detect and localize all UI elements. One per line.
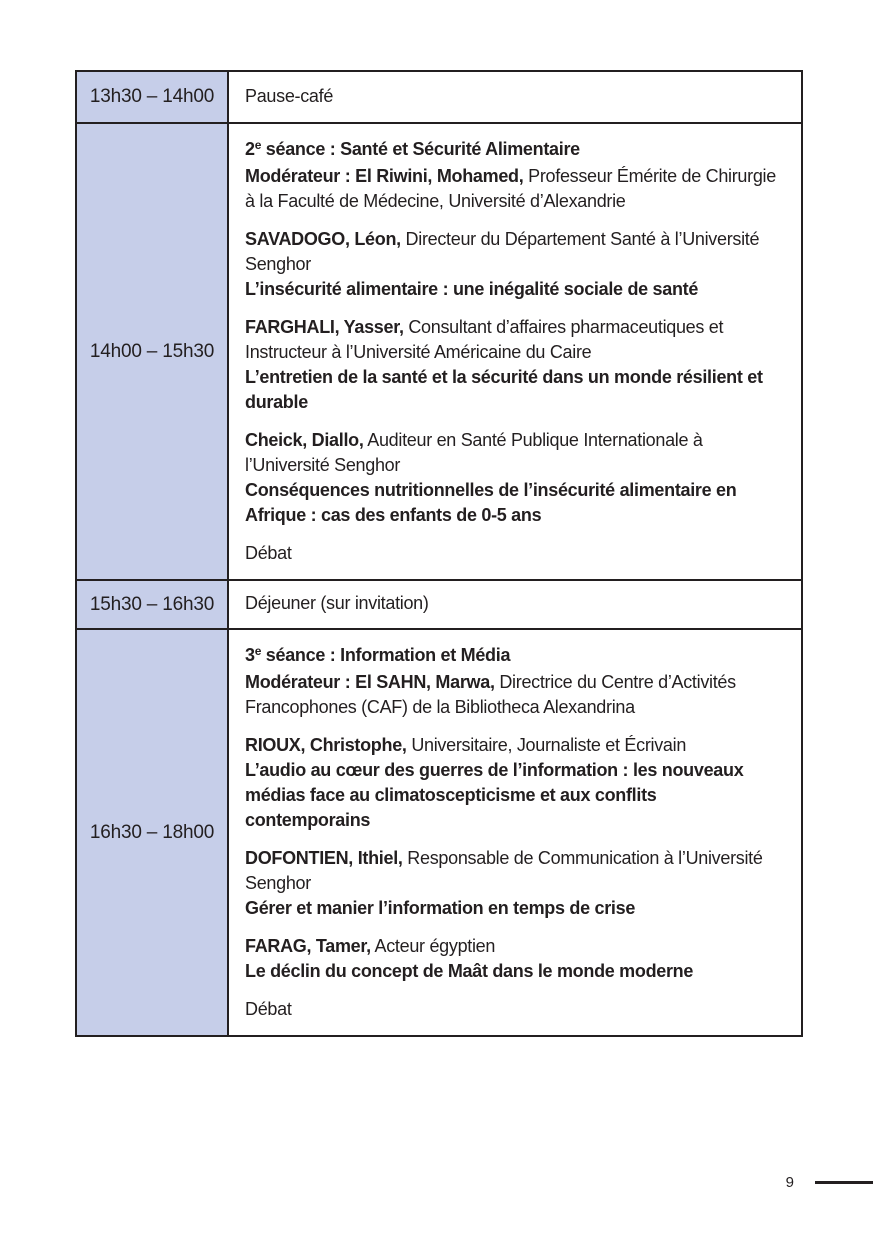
table-row <box>77 72 801 124</box>
text-run: Professeur Émérite de Chirurgie à la Faculté de Médecine, Université d’Alexandrie <box>245 166 776 211</box>
footer-rule <box>815 1181 873 1184</box>
text-run-bold: séance : Santé et Sécurité Alimentaire <box>261 139 580 159</box>
table-row <box>77 630 801 1035</box>
text-run: Pause-café <box>245 85 334 106</box>
text-run-bold: 2 <box>245 139 255 159</box>
program-paragraph <box>245 930 785 993</box>
text-run-bold: Modérateur : El SAHN, Marwa, <box>245 672 495 692</box>
program-paragraph <box>245 993 785 1024</box>
text-run: Consultant d’affaires pharmaceutiques et Instructeur à l’Université Américaine du Caire <box>245 317 724 362</box>
text-run: Débat <box>245 999 292 1019</box>
page-number: 9 <box>785 1174 794 1191</box>
time-cell: 15h30 – 16h30 <box>77 581 229 628</box>
content-cell <box>229 72 801 122</box>
program-paragraph <box>245 591 429 616</box>
text-run-bold: DOFONTIEN, Ithiel, <box>245 848 403 868</box>
program-paragraph <box>245 639 785 729</box>
text-run: Directrice du Centre d’Activités Francophones (CAF) de la Bibliotheca Alexandrina <box>245 672 736 717</box>
page-footer <box>786 1174 875 1191</box>
text-run-bold: FARAG, Tamer, <box>245 936 371 956</box>
program-table <box>75 70 803 1037</box>
text-run: Auditeur en Santé Publique Internationale à l’Université Senghor <box>245 430 703 475</box>
time-cell: 16h30 – 18h00 <box>77 630 229 1035</box>
text-run-bold: L’audio au cœur des guerres de l’information : les nouveaux médias face au climatoscepticisme et aux conflits contemporains <box>245 760 744 830</box>
text-run-bold: SAVADOGO, Léon, <box>245 229 401 249</box>
program-paragraph <box>245 842 785 930</box>
text-run-bold: Gérer et manier l’information en temps de crise <box>245 898 636 918</box>
text-run-bold: Cheick, Diallo, <box>245 430 364 450</box>
text-run: Acteur égyptien <box>370 936 496 956</box>
program-paragraph <box>245 311 785 424</box>
program-paragraph <box>245 537 785 568</box>
text-run-bold: FARGHALI, Yasser, <box>245 317 404 337</box>
text-run-bold: e <box>254 644 262 658</box>
program-paragraph <box>245 133 785 223</box>
text-run-bold: 3 <box>245 645 255 665</box>
text-run-bold: Le déclin du concept de Maât dans le monde moderne <box>245 961 694 981</box>
text-run: Directeur du Département Santé à l’Université Senghor <box>245 229 760 274</box>
table-row <box>77 124 801 581</box>
text-run-bold: RIOUX, Christophe, <box>245 735 407 755</box>
program-paragraph <box>245 223 785 311</box>
content-cell <box>229 124 801 579</box>
program-paragraph <box>245 424 785 537</box>
text-run-bold: L’entretien de la santé et la sécurité dans un monde résilient et durable <box>245 367 763 412</box>
content-cell <box>229 581 801 628</box>
time-cell: 14h00 – 15h30 <box>77 124 229 579</box>
time-cell: 13h30 – 14h00 <box>77 72 229 122</box>
text-run-bold: e <box>254 138 262 152</box>
program-paragraph <box>245 729 785 842</box>
text-run: Responsable de Communication à l’Université Senghor <box>245 848 763 893</box>
text-run-bold: Conséquences nutritionnelles de l’insécurité alimentaire en Afrique : cas des enfants de 0-5 ans <box>245 480 737 525</box>
content-cell <box>229 630 801 1035</box>
text-run: Débat <box>245 543 292 563</box>
text-run: Universitaire, Journaliste et Écrivain <box>406 735 687 755</box>
text-run: Déjeuner (sur invitation) <box>245 593 429 613</box>
text-run-bold: L’insécurité alimentaire : une inégalité sociale de santé <box>245 279 699 299</box>
text-run-bold: Modérateur : El Riwini, Mohamed, <box>245 166 524 186</box>
text-run-bold: séance : Information et Média <box>261 645 511 665</box>
program-paragraph <box>245 84 333 109</box>
table-row <box>77 581 801 630</box>
